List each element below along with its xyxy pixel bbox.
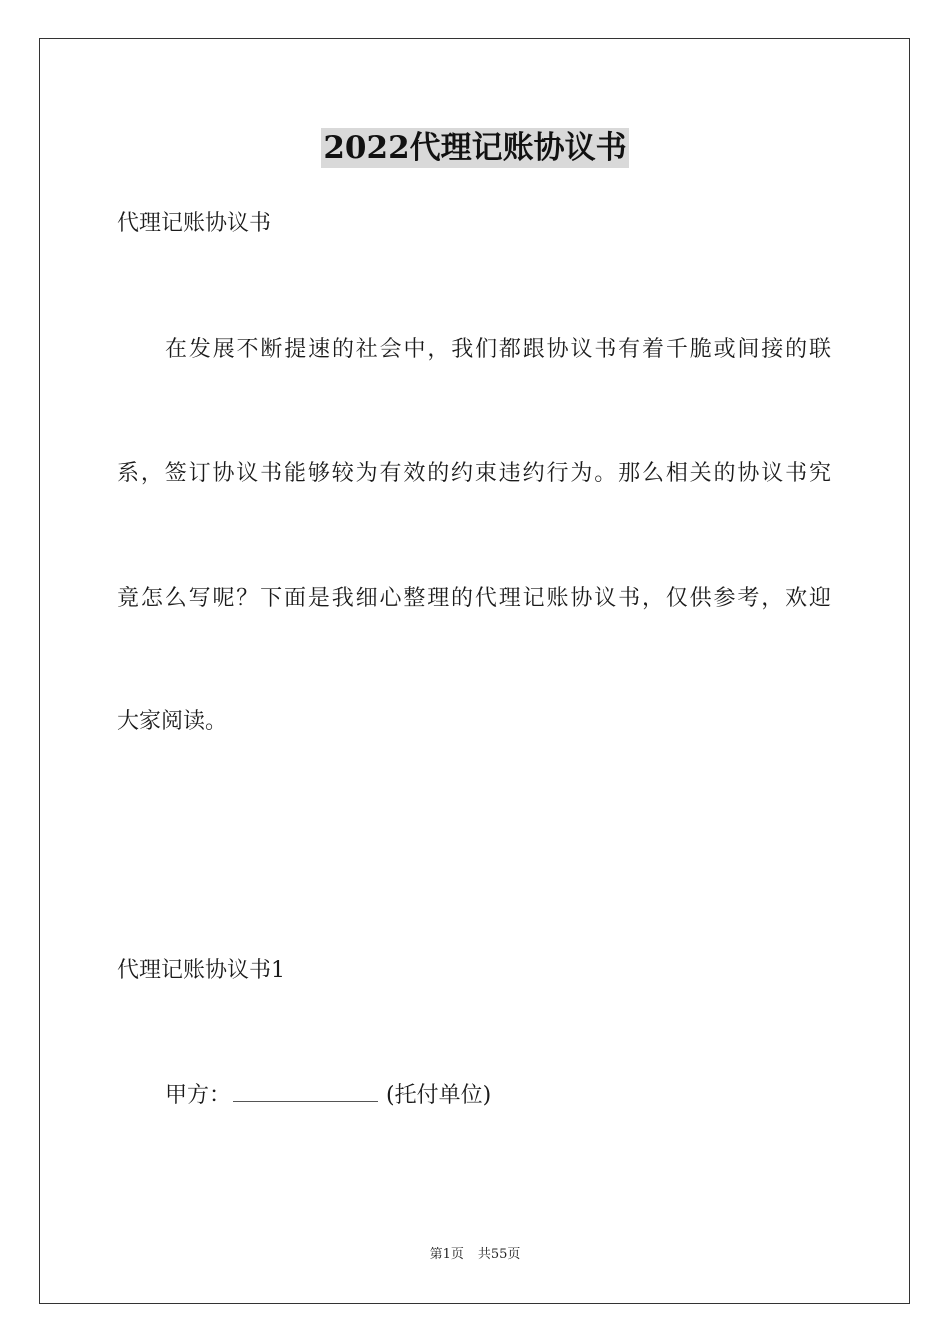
party-a-blank <box>233 1081 378 1102</box>
intro-line-2: 系，签订协议书能够较为有效的约束违约行为。那么相关的协议书究 <box>117 461 831 486</box>
title-container <box>0 128 950 168</box>
page-number: 第1页 <box>429 1247 464 1262</box>
party-a-line <box>165 1081 491 1111</box>
intro-line-4: 大家阅读。 <box>117 709 228 734</box>
intro-line-1: 在发展不断提速的社会中，我们都跟协议书有着千脆或间接的联 <box>165 337 831 362</box>
intro-line-3: 竟怎么写呢？下面是我细心整理的代理记账协议书，仅供参考，欢迎 <box>117 586 831 611</box>
page-total: 共55页 <box>477 1247 521 1262</box>
document-heading: 代理记账协议书 <box>117 211 272 236</box>
party-a-label: 甲方： <box>165 1083 232 1108</box>
party-a-note: (托付单位) <box>386 1083 492 1108</box>
page-footer <box>0 1245 950 1265</box>
section-heading: 代理记账协议书1 <box>117 958 285 983</box>
document-title: 2022代理记账协议书 <box>323 130 627 166</box>
